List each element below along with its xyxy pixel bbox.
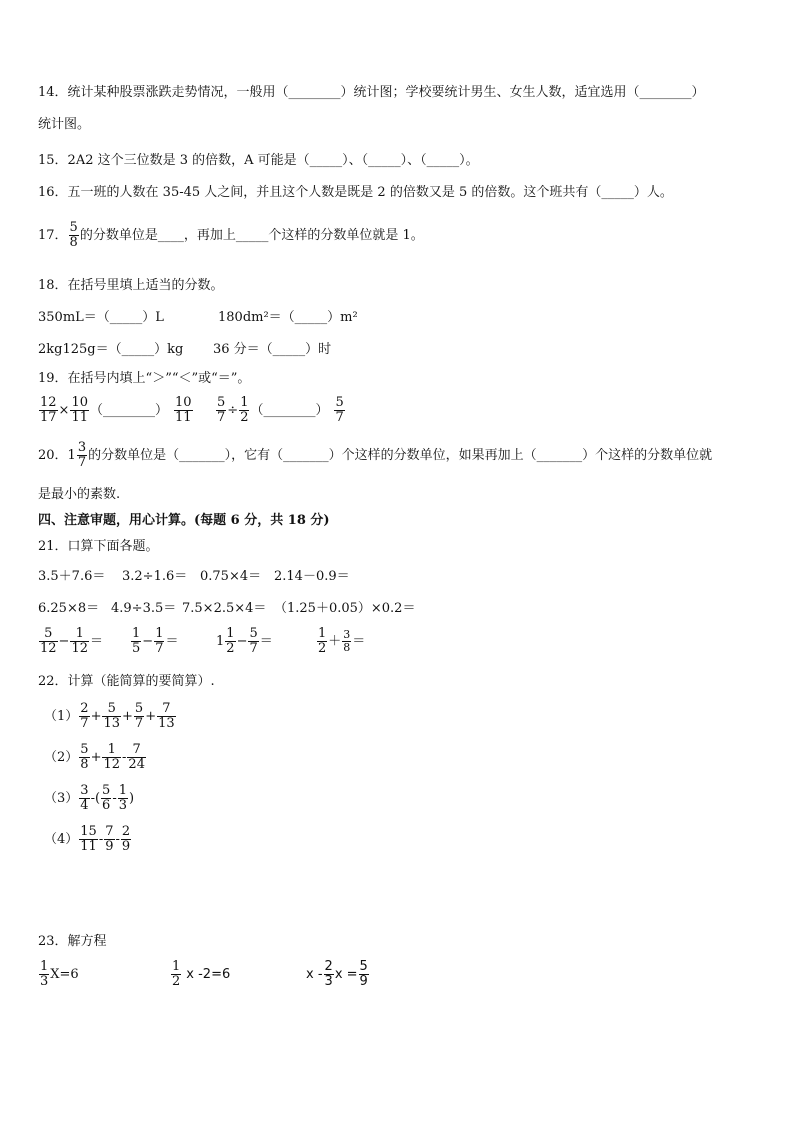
denominator: 2 [226,641,235,656]
denominator: 6 [102,798,111,813]
q20-text: 的分数单位是（_______），它有（_______）个这样的分数单位，如果再加上（_______）个这样的分数单位就 [88,448,713,463]
q21-row3-1 [38,627,103,656]
q23-equation-2 [170,960,230,989]
numerator: 1 [132,626,141,641]
operator: - [112,791,117,806]
denominator: 9 [359,974,368,989]
operator: - [98,832,104,847]
q21-row1-4: 2.14－0.9＝ [274,569,350,584]
q19-title: 19．在括号内填上“＞”“＜”或“＝”。 [38,371,251,386]
problem-label: （1） [44,709,79,724]
numerator: 1 [226,626,235,641]
q20-number: 20． [38,448,68,463]
problem-label: （3） [44,791,79,806]
q23-equation-3 [306,960,370,989]
numerator: 1 [318,626,327,641]
denominator: 7 [335,410,344,425]
numerator: 5 [39,627,58,642]
numerator: 7 [127,743,146,758]
q20-line2: 是最小的素数. [38,487,121,502]
problem-label: （4） [44,832,79,847]
numerator: 5 [249,626,258,641]
numerator: 5 [102,783,111,798]
q21-row3-4 [316,627,365,656]
numerator: 7 [157,702,176,717]
q19-expr-2 [215,396,346,425]
operator: − [236,634,248,649]
q20-line1 [38,441,712,470]
operator: × [58,403,70,418]
q17-number: 17． [38,228,68,243]
denominator: 12 [103,757,121,772]
section-four-heading: 四、注意审题，用心计算。(每题 6 分，共 18 分) [38,513,330,528]
q21-row3-2 [130,627,178,656]
numerator: 7 [105,824,114,839]
equals-sign: ＝ [259,634,273,649]
operator: ÷ [227,403,239,418]
q16: 16．五一班的人数在 35-45 人之间，并且这个人数是既是 2 的倍数又是 5 的倍数。这个班共有（_____）人。 [38,185,673,200]
equation-pre: x - [306,967,323,982]
denominator: 11 [175,410,192,425]
numerator: 1 [70,627,89,642]
numerator: 3 [77,440,87,455]
denominator: 24 [128,757,145,772]
numerator: 2 [324,959,333,974]
numerator: 10 [71,395,88,410]
numerator: 1 [102,743,121,758]
numerator: 12 [40,395,57,410]
operator: + [122,709,133,724]
q18-item-c: 2kg125g＝（_____）kg [38,342,184,357]
denominator: 8 [80,757,89,772]
q23-title: 23．解方程 [38,934,107,949]
problem-label: （2） [44,750,79,765]
denominator: 13 [103,716,121,731]
q21-row2-2: 4.9÷3.5＝ [111,601,177,616]
numerator: 5 [102,702,121,717]
q21-row1-1: 3.5＋7.6＝ [38,569,106,584]
numerator: 15 [80,824,97,839]
equation-rest: X=6 [50,967,79,982]
denominator: 9 [105,839,114,854]
numerator: 1 [240,395,249,410]
denominator: 12 [40,641,57,656]
denominator: 11 [71,410,88,425]
q22-problem-1 [44,702,177,731]
operator: − [142,634,154,649]
q15: 15．2A2 这个三位数是 3 的倍数，A 可能是（_____）、（_____）、（_____）。 [38,153,479,168]
mixed-whole: 1 [216,634,225,649]
q18-title: 18．在括号里填上适当的分数。 [38,278,224,293]
numerator: 3 [343,628,351,641]
equation-mid: x = [334,967,358,982]
numerator: 2 [121,824,131,839]
operator: ＋ [328,634,342,649]
numerator: 5 [335,395,344,410]
q21-row3-3 [216,627,273,656]
q17 [38,221,424,250]
denominator: 2 [240,410,249,425]
equals-sign: ＝ [165,634,179,649]
denominator: 7 [155,641,164,656]
numerator: 1 [118,783,128,798]
numerator: 1 [172,959,181,974]
answer-blank: （________） [250,403,329,418]
denominator: 17 [40,410,57,425]
denominator: 9 [121,839,131,854]
q21-row1-3: 0.75×4＝ [200,569,262,584]
numerator: 5 [69,220,78,235]
equals-sign: ＝ [352,634,366,649]
q14-line1: 14．统计某种股票涨跌走势情况，一般用（________）统计图；学校要统计男生、女生人数，适宜选用（________） [38,85,705,100]
denominator: 7 [249,641,258,656]
mixed-whole: 1 [67,448,76,463]
operator: - [115,832,120,847]
q18-item-a: 350mL＝（_____）L [38,310,164,325]
q22-problem-4 [44,825,132,854]
q14-line2: 统计图。 [38,117,91,132]
q18-item-b: 180dm²＝（_____）m² [218,310,358,325]
numerator: 3 [80,783,89,798]
operator: + [90,750,102,765]
denominator: 11 [80,839,97,854]
denominator: 3 [118,798,128,813]
q17-text: 的分数单位是____，再加上_____个这样的分数单位就是 1。 [79,228,424,243]
numerator: 1 [155,626,164,641]
q21-row2-1: 6.25×8＝ [38,601,100,616]
q19-expr-1 [38,396,194,425]
q18-item-d: 36 分＝（_____）时 [213,342,332,357]
operator: + [145,709,157,724]
denominator: 5 [132,641,141,656]
q21-title: 21．口算下面各题。 [38,539,159,554]
q21-row1-2: 3.2÷1.6＝ [122,569,188,584]
denominator: 2 [172,974,181,989]
numerator: 5 [217,395,226,410]
q21-row2-3: 7.5×2.5×4＝ [182,601,267,616]
q23-equation-1 [38,960,79,989]
denominator: 12 [71,641,88,656]
numerator: 1 [40,959,49,974]
equals-sign: ＝ [90,634,104,649]
q22-title: 22．计算（能简算的要简算）. [38,674,215,689]
denominator: 7 [217,410,226,425]
q22-problem-2 [44,743,147,772]
denominator: 7 [134,716,144,731]
q17-fraction [69,221,79,250]
denominator: 8 [343,641,351,654]
numerator: 5 [80,742,89,757]
q21-row2-4: （1.25＋0.05）×0.2＝ [274,601,416,616]
left-paren: ( [94,791,101,806]
operator: - [122,750,127,765]
numerator: 10 [175,395,192,410]
denominator: 2 [318,641,327,656]
q22-problem-3 [44,784,134,813]
denominator: 13 [158,716,175,731]
operator: - [90,791,95,806]
answer-blank: （________） [90,403,169,418]
numerator: 2 [80,701,89,716]
denominator: 8 [69,235,78,250]
operator: − [58,634,70,649]
denominator: 3 [324,974,333,989]
denominator: 3 [40,974,49,989]
denominator: 7 [77,455,87,470]
numerator: 5 [134,701,144,716]
operator: + [90,709,102,724]
numerator: 5 [359,959,368,974]
right-paren: ) [129,791,135,806]
denominator: 7 [80,716,89,731]
denominator: 4 [80,798,89,813]
equation-rest: x -2=6 [186,967,231,982]
